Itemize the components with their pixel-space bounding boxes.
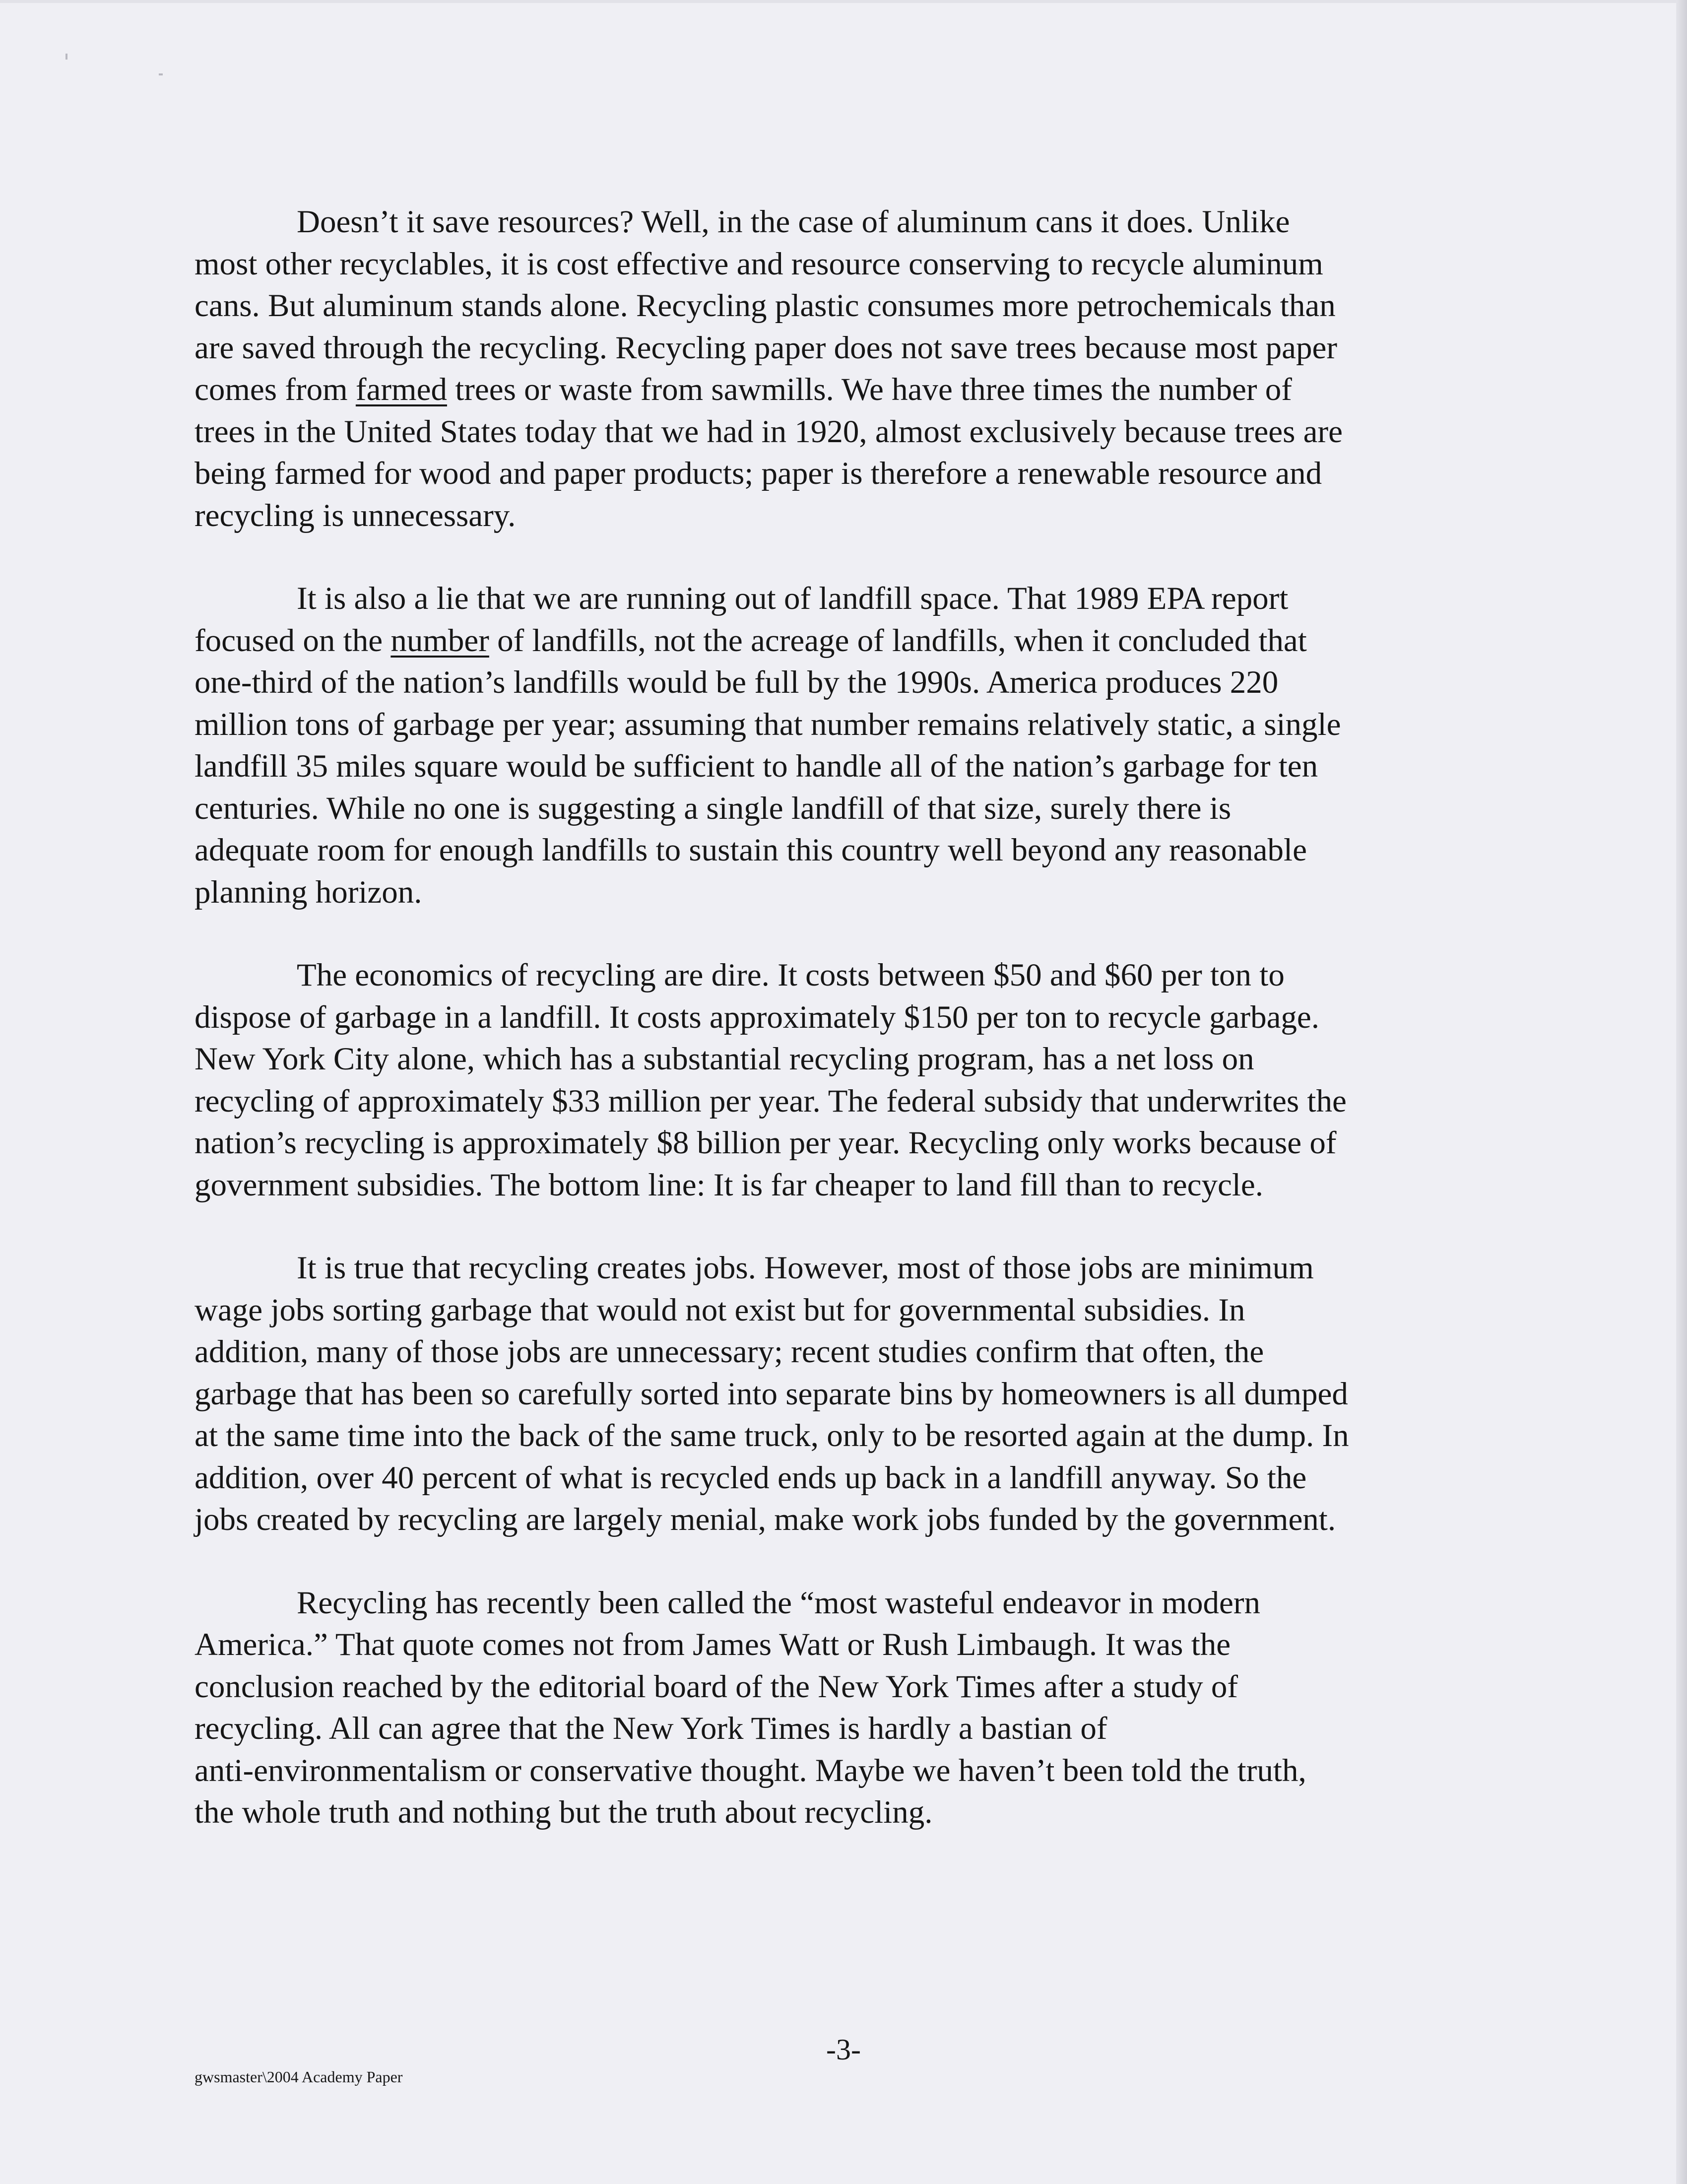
text-line — [195, 369, 1504, 411]
text-line — [195, 620, 1504, 662]
page-number: -3- — [826, 2033, 861, 2066]
paragraph-resources — [195, 201, 1504, 536]
text-line: the whole truth and nothing but the truth about recycling. — [195, 1794, 933, 1830]
text-segment: of landfills, not the acreage of landfills, when it concluded that — [489, 622, 1307, 659]
text-line: recycling. All can agree that the New York Times is hardly a bastian of — [195, 1711, 1107, 1746]
text-line: It is true that recycling creates jobs. However, most of those jobs are minimum — [297, 1250, 1314, 1286]
text-line: adequate room for enough landfills to sustain this country well beyond any reasonable — [195, 832, 1307, 868]
text-line: The economics of recycling are dire. It costs between $50 and $60 per ton to — [297, 957, 1285, 993]
text-line: Doesn’t it save resources? Well, in the case of aluminum cans it does. Unlike — [297, 204, 1290, 240]
text-segment: trees or waste from sawmills. We have three times the number of — [447, 372, 1292, 407]
paragraph-jobs — [195, 1247, 1504, 1541]
text-line: wage jobs sorting garbage that would not exist but for governmental subsidies. In — [195, 1292, 1245, 1328]
text-line: million tons of garbage per year; assuming that number remains relatively static, a single — [195, 706, 1341, 742]
text-line: government subsidies. The bottom line: It is far cheaper to land fill than to recycle. — [195, 1167, 1264, 1203]
paragraph-wasteful-endeavor — [195, 1582, 1504, 1834]
text-line: anti-environmentalism or conservative thought. Maybe we haven’t been told the truth, — [195, 1752, 1306, 1788]
text-line: most other recyclables, it is cost effective and resource conserving to recycle aluminum — [195, 246, 1323, 282]
text-line: addition, many of those jobs are unnecessary; recent studies confirm that often, the — [195, 1334, 1264, 1370]
text-line: centuries. While no one is suggesting a single landfill of that size, surely there is — [195, 790, 1232, 826]
text-line: America.” That quote comes not from James Watt or Rush Limbaugh. It was the — [195, 1627, 1231, 1662]
text-line: It is also a lie that we are running out of landfill space. That 1989 EPA report — [297, 581, 1289, 616]
text-line: jobs created by recycling are largely menial, make work jobs funded by the government. — [195, 1502, 1336, 1537]
text-line: landfill 35 miles square would be sufficient to handle all of the nation’s garbage for ten — [195, 748, 1318, 784]
text-line: Recycling has recently been called the “most wasteful endeavor in modern — [297, 1585, 1261, 1621]
paragraph-economics — [195, 954, 1504, 1206]
text-line: New York City alone, which has a substantial recycling program, has a net loss on — [195, 1041, 1254, 1077]
text-line: dispose of garbage in a landfill. It costs approximately $150 per ton to recycle garbage. — [195, 999, 1320, 1035]
scan-page-edge — [1676, 0, 1687, 2184]
text-line: addition, over 40 percent of what is recycled ends up back in a landfill anyway. So the — [195, 1459, 1307, 1496]
text-line: are saved through the recycling. Recycling paper does not save trees because most paper — [195, 330, 1337, 366]
scan-speck — [65, 54, 67, 60]
text-line: planning horizon. — [195, 874, 422, 910]
document-body — [195, 201, 1504, 1875]
text-line: nation’s recycling is approximately $8 billion per year. Recycling only works because of — [195, 1125, 1337, 1161]
paragraph-landfill-space — [195, 578, 1504, 913]
text-line: recycling of approximately $33 million per year. The federal subsidy that underwrites the — [195, 1083, 1347, 1119]
underlined-word: farmed — [355, 372, 447, 407]
text-segment: comes from — [195, 372, 356, 407]
text-line: cans. But aluminum stands alone. Recycling plastic consumes more petrochemicals than — [195, 288, 1336, 324]
text-line: one-third of the nation’s landfills would be full by the 1990s. America produces 220 — [195, 664, 1279, 700]
underlined-word: number — [390, 622, 489, 659]
text-line: being farmed for wood and paper products; paper is therefore a renewable resource and — [195, 456, 1322, 491]
text-line: garbage that has been so carefully sorted into separate bins by homeowners is all dumped — [195, 1376, 1348, 1412]
scan-speck — [159, 73, 163, 75]
text-line: at the same time into the back of the same truck, only to be resorted again at the dump. In — [195, 1418, 1349, 1454]
text-line: conclusion reached by the editorial board of the New York Times after a study of — [195, 1668, 1238, 1705]
scan-top-edge — [0, 0, 1687, 3]
footer-file-path: gwsmaster\2004 Academy Paper — [195, 2068, 403, 2086]
text-line: recycling is unnecessary. — [195, 497, 516, 533]
text-line: trees in the United States today that we had in 1920, almost exclusively because trees are — [195, 413, 1343, 450]
text-segment: focused on the — [195, 622, 391, 659]
